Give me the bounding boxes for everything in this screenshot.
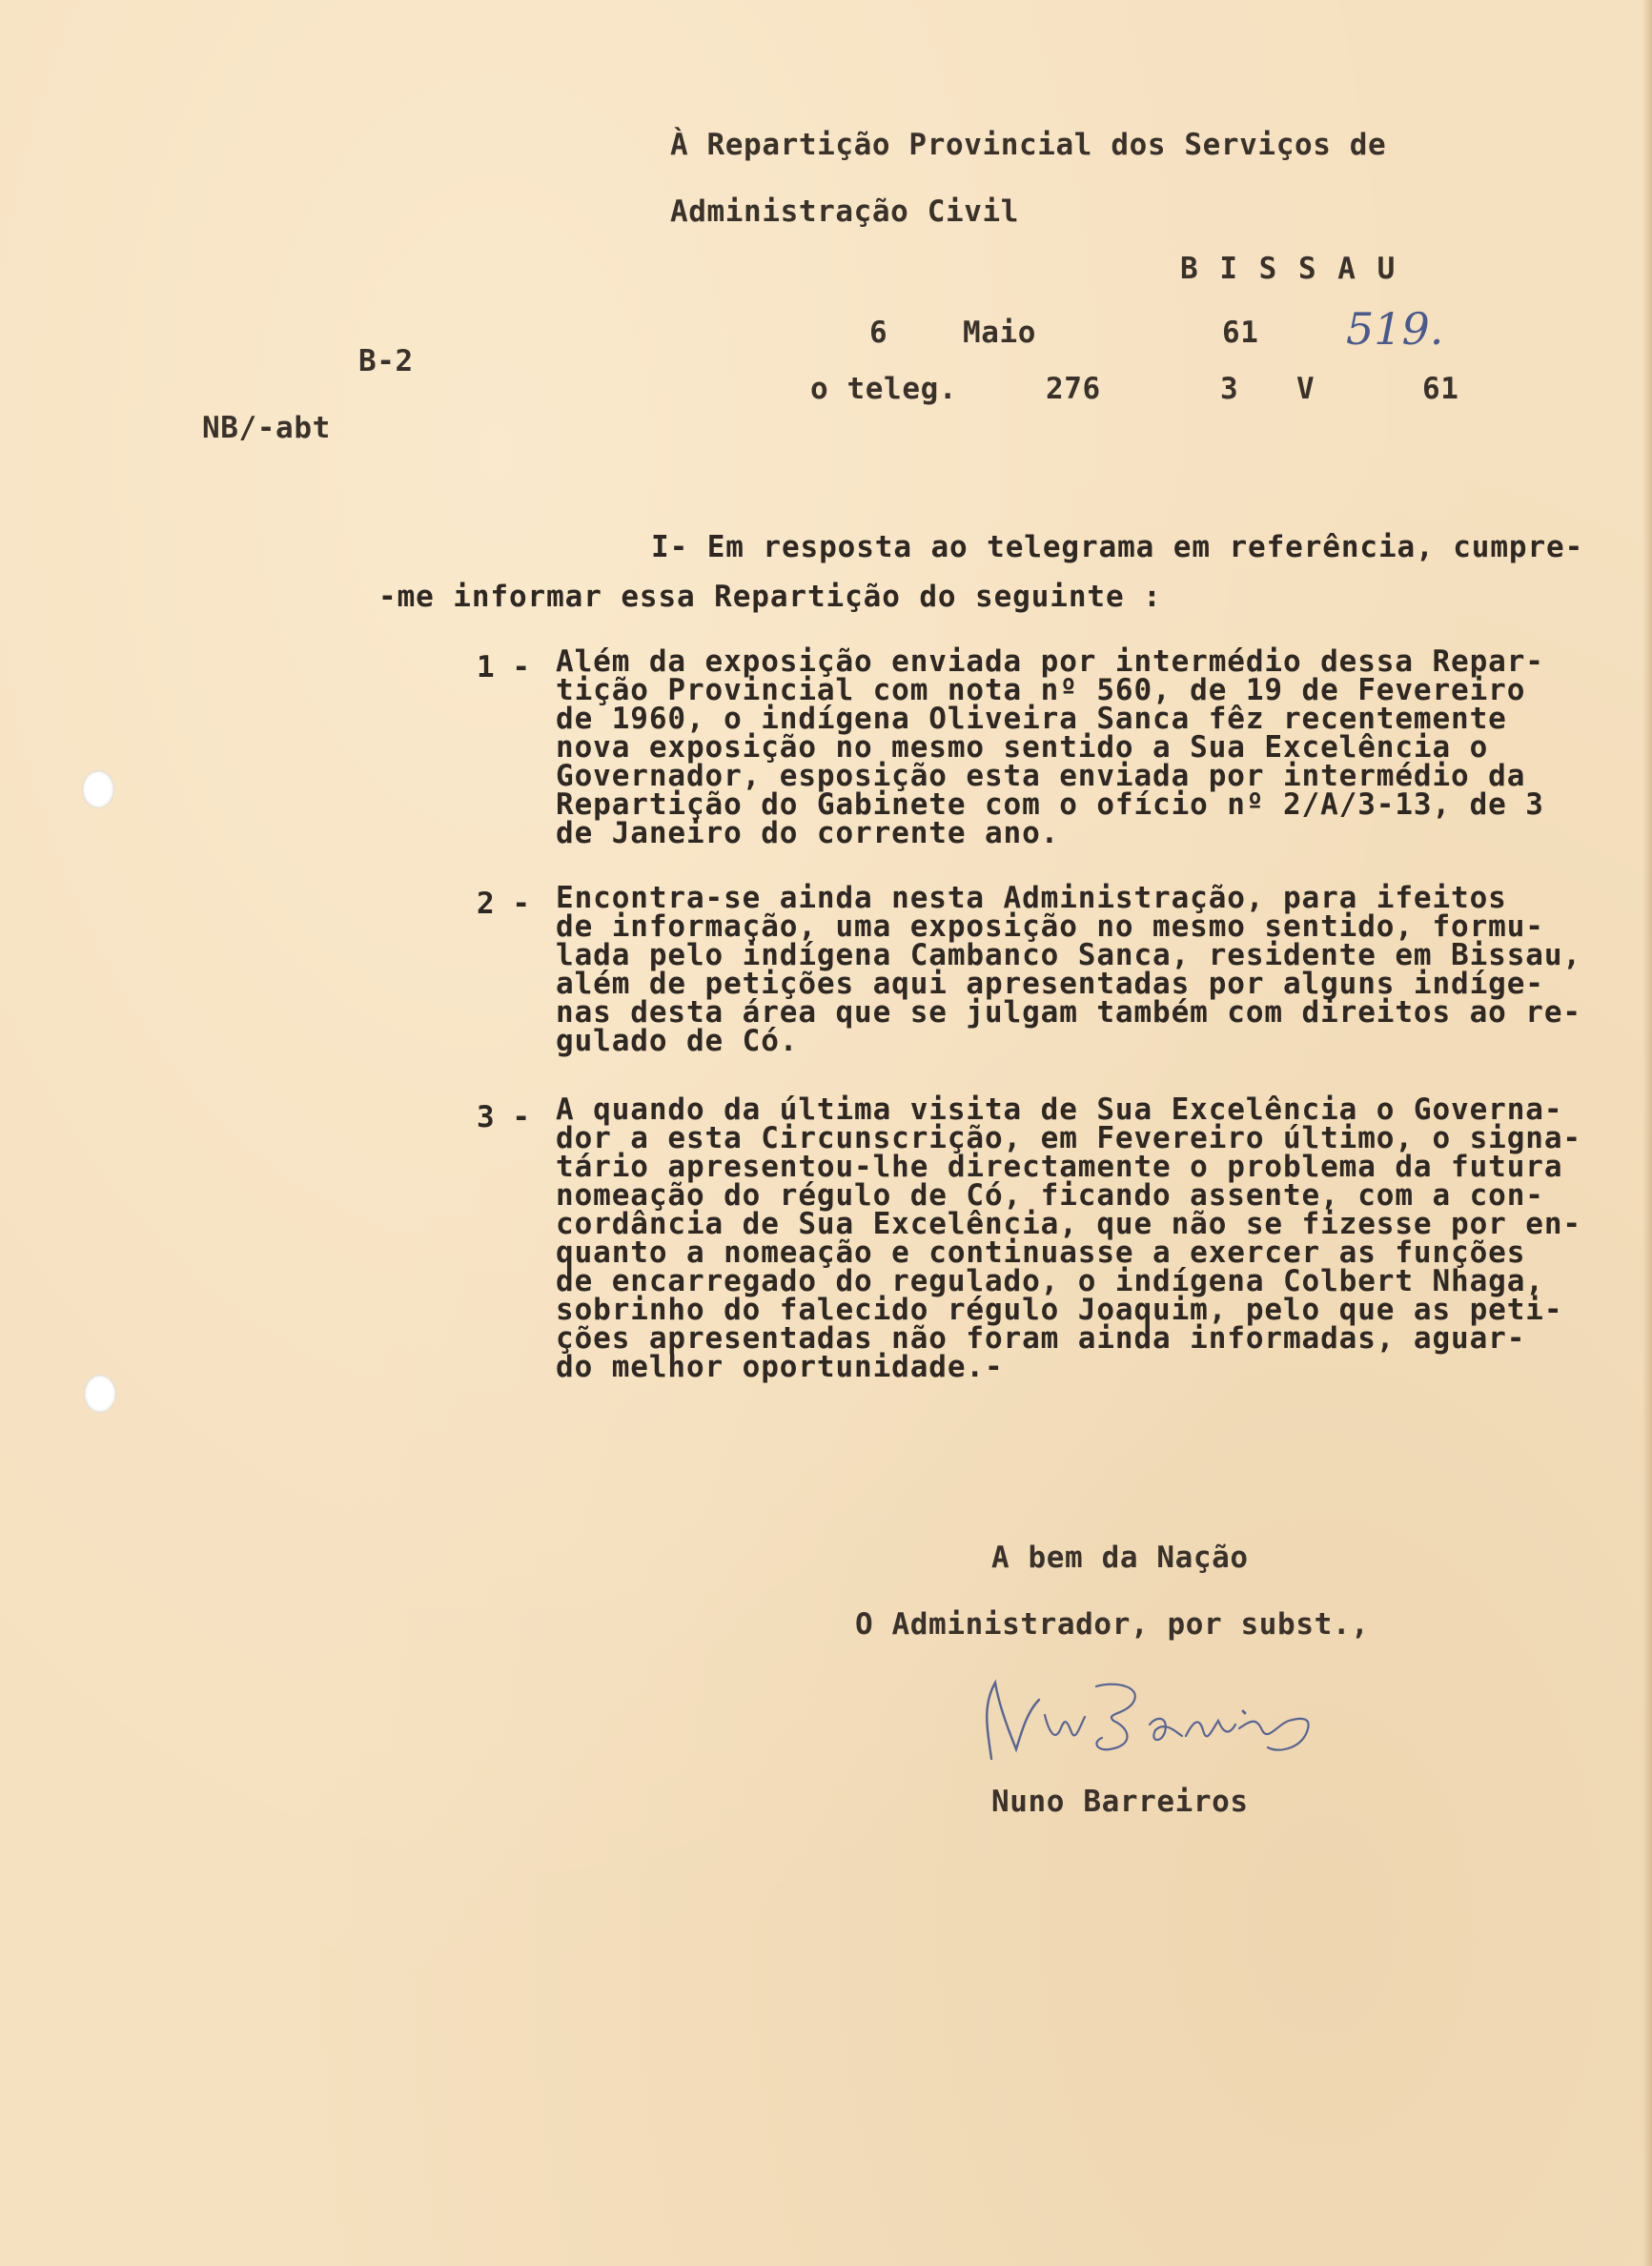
code-label: B-2 [358,344,414,378]
item-line: tário apresentou-lhe directamente o problema da futura [556,1150,1563,1184]
item-line: Governador, esposição esta enviada por intermédio da [556,759,1526,793]
closing-salutation: A bem da Nação [991,1541,1249,1575]
date-day: 6 [869,316,888,350]
item-line: sobrinho do falecido régulo Joaquim, pelo que as peti- [556,1293,1563,1327]
item-line: lada pelo indígena Cambanco Sanca, residente em Bissau, [556,938,1581,972]
handwritten-signature [953,1654,1392,1778]
reference-day: 3 [1220,372,1239,406]
item-line: de encarregado do regulado, o indígena Colbert Nhaga, [556,1264,1544,1298]
item-line: nas desta área que se julgam também com direitos ao re- [556,995,1581,1030]
item-2-number: 2 - [477,887,530,921]
intro-line-1: I- Em resposta ao telegrama em referência, cumpre- [651,530,1584,564]
item-line: Além da exposição enviada por intermédio dessa Repar- [556,644,1544,679]
item-line: quanto a nomeação e continuasse a exercer as funções [556,1235,1526,1270]
addressee-line-2: Administração Civil [670,194,1020,229]
item-3-number: 3 - [477,1100,530,1134]
item-1-number: 1 - [477,650,530,684]
item-line: além de petições aqui apresentadas por alguns indíge- [556,967,1544,1001]
city: B I S S A U [1180,252,1397,286]
item-line: do melhor oportunidade.- [556,1350,1004,1384]
initials: NB/-abt [202,411,331,445]
item-line: nova exposição no mesmo sentido a Sua Excelência o [556,730,1489,765]
punch-hole-lower [84,1375,116,1413]
date-month: Maio [963,316,1037,350]
item-line: de Janeiro do corrente ano. [556,816,1060,850]
item-line: ções apresentadas não foram ainda informadas, aguar- [556,1321,1526,1356]
item-line: tição Provincial com nota nº 560, de 19 de Fevereiro [556,673,1526,707]
item-line: Repartição do Gabinete com o ofício nº 2/A/3-13, de 3 [556,787,1544,822]
reference-number: 276 [1046,372,1101,406]
item-line: de informação, uma exposição no mesmo sentido, formu- [556,909,1544,944]
punch-hole-upper [82,770,114,808]
item-line: de 1960, o indígena Oliveira Sanca fêz recentemente [556,702,1507,736]
addressee-line-1: À Repartição Provincial dos Serviços de [670,128,1387,162]
handwritten-reference-number: 519. [1346,303,1444,355]
item-line: dor a esta Circunscrição, em Fevereiro último, o signa- [556,1121,1581,1155]
item-line: Encontra-se ainda nesta Administração, para ifeitos [556,881,1507,915]
signatory-name: Nuno Barreiros [991,1785,1249,1819]
signatory-role: O Administrador, por subst., [855,1607,1370,1642]
item-line: nomeação do régulo de Có, ficando assente, com a con- [556,1178,1544,1213]
reference-month: V [1296,372,1315,406]
paper-edge [1642,0,1652,2266]
item-line: gulado de Có. [556,1024,799,1058]
intro-line-2: -me informar essa Repartição do seguinte : [378,580,1162,614]
item-line: A quando da última visita de Sua Excelência o Governa- [556,1092,1563,1127]
date-year: 61 [1222,316,1259,350]
reference-label: o teleg. [810,372,958,406]
reference-year: 61 [1422,372,1459,406]
item-line: cordância de Sua Excelência, que não se fizesse por en- [556,1207,1581,1241]
